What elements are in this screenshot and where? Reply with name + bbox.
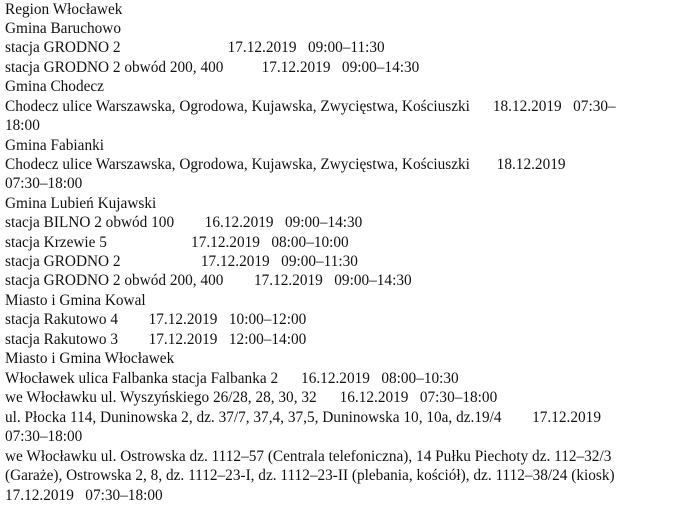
schedule-line: Włocławek ulica Falbanka stacja Falbanka 2 16.12.2019 08:00–10:30 <box>5 370 459 387</box>
municipality-heading: Gmina Chodecz <box>5 78 104 95</box>
municipality-heading: Gmina Lubień Kujawski <box>5 195 157 212</box>
schedule-line-continuation: 17.12.2019 07:30–18:00 <box>5 487 163 504</box>
schedule-line: ul. Płocka 114, Duninowska 2, dz. 37/7, 37,4, 37,5, Duninowska 10, 10a, dz.19/4 17.12.2019 <box>5 409 601 426</box>
schedule-line-continuation: (Garaże), Ostrowska 2, 8, dz. 1112–23-I, dz. 1112–23-II (plebania, kościół), dz. 1112–38/24 (kiosk) <box>5 467 615 484</box>
schedule-line-continuation: 18:00 <box>5 117 40 134</box>
municipality-heading: Gmina Fabianki <box>5 137 104 154</box>
schedule-line: stacja GRODNO 2 17.12.2019 09:00–11:30 <box>5 253 358 270</box>
schedule-line: stacja GRODNO 2 17.12.2019 09:00–11:30 <box>5 39 385 56</box>
schedule-line: we Włocławku ul. Wyszyńskiego 26/28, 28, 30, 32 16.12.2019 07:30–18:00 <box>5 389 498 406</box>
schedule-line-continuation: 07:30–18:00 <box>5 428 83 445</box>
municipality-heading: Gmina Baruchowo <box>5 20 121 37</box>
municipality-heading: Miasto i Gmina Kowal <box>5 292 146 309</box>
schedule-line: stacja Krzewie 5 17.12.2019 08:00–10:00 <box>5 234 349 251</box>
schedule-line: stacja GRODNO 2 obwód 200, 400 17.12.2019 09:00–14:30 <box>5 59 420 76</box>
schedule-line: stacja GRODNO 2 obwód 200, 400 17.12.2019 09:00–14:30 <box>5 272 412 289</box>
municipality-heading: Miasto i Gmina Włocławek <box>5 350 175 367</box>
schedule-line: Chodecz ulice Warszawska, Ogrodowa, Kujawska, Zwycięstwa, Kościuszki 18.12.2019 <box>5 156 566 173</box>
schedule-line: stacja BILNO 2 obwód 100 16.12.2019 09:00–14:30 <box>5 214 363 231</box>
schedule-line: stacja Rakutowo 3 17.12.2019 12:00–14:00 <box>5 331 307 348</box>
schedule-line: we Włocławku ul. Ostrowska dz. 1112–57 (Centrala telefoniczna), 14 Pułku Piechoty dz. 112–32/3 <box>5 448 612 465</box>
region-heading: Region Włocławek <box>5 1 123 18</box>
schedule-line: stacja Rakutowo 4 17.12.2019 10:00–12:00 <box>5 311 307 328</box>
schedule-line: Chodecz ulice Warszawska, Ogrodowa, Kujawska, Zwycięstwa, Kościuszki 18.12.2019 07:30– <box>5 98 616 115</box>
schedule-line-continuation: 07:30–18:00 <box>5 175 83 192</box>
